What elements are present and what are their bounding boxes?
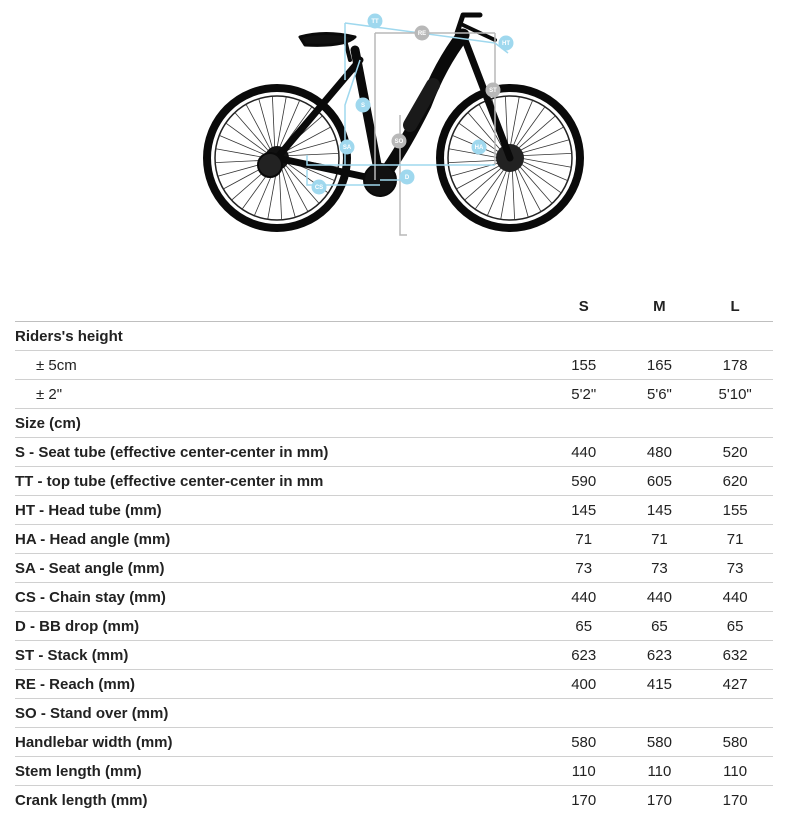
- table-row: [15, 554, 773, 583]
- svg-text:S: S: [361, 103, 365, 109]
- row-label: Size (cm): [15, 409, 546, 438]
- table-row: [15, 757, 773, 786]
- row-value: [697, 409, 773, 438]
- row-value: 5'2": [546, 380, 622, 409]
- row-label: SO - Stand over (mm): [15, 699, 546, 728]
- row-value: 65: [622, 612, 698, 641]
- svg-text:RE: RE: [418, 31, 426, 37]
- row-value: 623: [546, 641, 622, 670]
- row-value: 71: [622, 525, 698, 554]
- row-value: [622, 699, 698, 728]
- row-value: [697, 322, 773, 351]
- table-row: [15, 699, 773, 728]
- svg-text:D: D: [405, 175, 410, 181]
- svg-text:CS: CS: [315, 185, 323, 191]
- row-value: 580: [622, 728, 698, 757]
- row-value: 400: [546, 670, 622, 699]
- table-row: [15, 380, 773, 409]
- row-value: 110: [697, 757, 773, 786]
- row-label: ± 2": [15, 380, 546, 409]
- row-value: 480: [622, 438, 698, 467]
- column-header: M: [622, 291, 698, 322]
- row-value: 620: [697, 467, 773, 496]
- row-value: 440: [622, 583, 698, 612]
- header-blank: [15, 291, 546, 322]
- table-header: [15, 291, 773, 322]
- row-label: TT - top tube (effective center-center in mm: [15, 467, 546, 496]
- row-label: ± 5cm: [15, 351, 546, 380]
- table-row: [15, 670, 773, 699]
- bike-frame: [258, 15, 510, 196]
- marker-s: [356, 98, 371, 113]
- row-value: 605: [622, 467, 698, 496]
- row-value: 65: [697, 612, 773, 641]
- row-value: 65: [546, 612, 622, 641]
- row-value: 170: [546, 786, 622, 814]
- row-value: 110: [622, 757, 698, 786]
- row-value: 5'10": [697, 380, 773, 409]
- row-label: Riders's height: [15, 322, 546, 351]
- row-label: ST - Stack (mm): [15, 641, 546, 670]
- row-value: 110: [546, 757, 622, 786]
- row-value: [546, 409, 622, 438]
- column-header: S: [546, 291, 622, 322]
- row-value: 170: [697, 786, 773, 814]
- svg-text:TT: TT: [371, 19, 379, 25]
- row-label: Crank length (mm): [15, 786, 546, 814]
- marker-so: [392, 134, 407, 149]
- row-label: CS - Chain stay (mm): [15, 583, 546, 612]
- table-row: [15, 641, 773, 670]
- table-row: [15, 612, 773, 641]
- row-value: 590: [546, 467, 622, 496]
- marker-ha: [472, 140, 487, 155]
- svg-text:ST: ST: [489, 88, 497, 94]
- row-value: 155: [546, 351, 622, 380]
- row-value: 632: [697, 641, 773, 670]
- row-value: 580: [697, 728, 773, 757]
- geometry-table: [15, 291, 773, 814]
- row-value: 415: [622, 670, 698, 699]
- table-row: [15, 496, 773, 525]
- row-value: [697, 699, 773, 728]
- row-value: 73: [546, 554, 622, 583]
- row-value: 170: [622, 786, 698, 814]
- row-value: [546, 699, 622, 728]
- row-label: Stem length (mm): [15, 757, 546, 786]
- table-row: [15, 322, 773, 351]
- row-value: 155: [697, 496, 773, 525]
- row-value: 73: [622, 554, 698, 583]
- row-label: SA - Seat angle (mm): [15, 554, 546, 583]
- table-row: [15, 409, 773, 438]
- row-value: 520: [697, 438, 773, 467]
- row-value: 71: [697, 525, 773, 554]
- row-value: 5'6": [622, 380, 698, 409]
- row-value: 623: [622, 641, 698, 670]
- row-value: 145: [622, 496, 698, 525]
- marker-d: [400, 170, 415, 185]
- row-value: 440: [697, 583, 773, 612]
- marker-cs: [312, 180, 327, 195]
- row-value: 178: [697, 351, 773, 380]
- svg-text:HT: HT: [502, 41, 510, 47]
- table-row: [15, 786, 773, 814]
- marker-sa: [340, 140, 355, 155]
- svg-text:HA: HA: [475, 145, 484, 151]
- svg-text:SA: SA: [343, 145, 352, 151]
- svg-text:SO: SO: [395, 139, 404, 145]
- marker-tt: [368, 14, 383, 29]
- row-value: 145: [546, 496, 622, 525]
- row-value: [546, 322, 622, 351]
- marker-re: [415, 26, 430, 41]
- row-value: 440: [546, 583, 622, 612]
- row-label: S - Seat tube (effective center-center in mm): [15, 438, 546, 467]
- row-label: HA - Head angle (mm): [15, 525, 546, 554]
- row-label: D - BB drop (mm): [15, 612, 546, 641]
- table-row: [15, 728, 773, 757]
- row-value: 427: [697, 670, 773, 699]
- row-value: 580: [546, 728, 622, 757]
- marker-ht: [499, 36, 514, 51]
- row-label: Handlebar width (mm): [15, 728, 546, 757]
- row-value: 165: [622, 351, 698, 380]
- table-row: [15, 351, 773, 380]
- table-row: [15, 467, 773, 496]
- table-row: [15, 583, 773, 612]
- column-header: L: [697, 291, 773, 322]
- row-label: RE - Reach (mm): [15, 670, 546, 699]
- table-row: [15, 438, 773, 467]
- row-label: HT - Head tube (mm): [15, 496, 546, 525]
- row-value: 73: [697, 554, 773, 583]
- row-value: [622, 409, 698, 438]
- row-value: 71: [546, 525, 622, 554]
- table-row: [15, 525, 773, 554]
- bike-geometry-diagram: [195, 5, 595, 240]
- row-value: 440: [546, 438, 622, 467]
- marker-st: [486, 83, 501, 98]
- row-value: [622, 322, 698, 351]
